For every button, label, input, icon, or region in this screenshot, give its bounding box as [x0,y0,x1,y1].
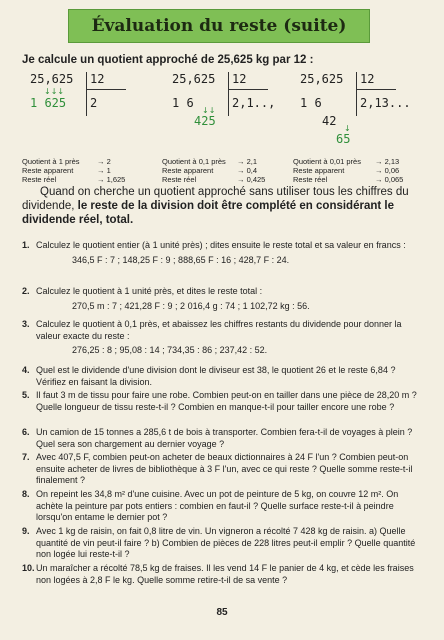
partial-remainder: 1 6 [172,96,194,110]
row-label: Reste apparent [162,166,214,175]
row-label: Reste réel [293,175,328,184]
exercise-data: 346,5 F : 7 ; 148,25 F : 9 ; 888,65 F : 16 ; 428,7 F : 24. [72,254,290,265]
exercise-number: 6. [22,427,30,437]
row-value: → 0,425 [237,175,266,184]
table-row [22,157,125,166]
exercise-text: Avec 407,5 F, combien peut-on acheter de beaux dictionnaires à 24 F l'un ? Combien peut-on ensuite acheter de livres de bibliothèque à 3 F l'un, avec ce qui reste ? Quelle somme reste-t-il finalement ? [36,452,413,485]
table-row [162,166,265,175]
partial-row-3 [336,132,430,150]
row-label: Reste apparent [293,166,345,175]
row-label: Quotient à 0,1 près [162,157,226,166]
quotient: 2 [90,96,98,110]
table-row [162,175,265,184]
exercise-number: 10. [22,563,35,573]
dividend: 25,625 [30,72,74,86]
exercise-5 [22,390,422,413]
down-arrows-icon: ↓↓↓ [44,87,65,96]
exercise-number: 7. [22,452,30,462]
exercise-4 [22,365,422,388]
division-2 [172,72,302,132]
partial-remainder: 1 625 [30,96,67,110]
page-number: 85 [216,607,228,618]
row-value: → 0,4 [237,166,258,175]
row-label: Quotient à 1 près [22,157,80,166]
exercise-data: 276,25 : 8 ; 95,08 : 14 ; 734,35 : 86 ; 237,42 : 52. [72,345,268,355]
table-row [162,157,265,166]
row-value: → 0,06 [375,166,400,175]
exercise-number: 2. [22,286,30,296]
down-arrow-icon: ↓ [344,124,351,133]
table-row [22,166,125,175]
exercise-number: 1. [22,240,30,250]
row-value: → 2,13 [375,157,400,166]
exercise-text: Il faut 3 m de tissu pour faire une robe. Combien peut-on en tailler dans une pièce de 28,20 m ? Quelle longueur de tissu reste-t-il ? Combien en manque-t-il pour tailler encore une robe ? [36,390,417,412]
rule-paragraph [22,185,422,227]
row-label: Reste réel [22,175,57,184]
table-row [293,157,403,166]
row-value: → 1,625 [97,175,126,184]
row-value: → 1 [97,166,111,175]
exercise-2 [22,286,422,312]
exercise-text: On repeint les 34,8 m² d'une cuisine. Avec un pot de peinture de 5 kg, on couvre 12 m². On achète la peinture par pots entiers : combien en faut-il ? Quelle surface reste-t-il à peindre lorsqu'on entame le dernier pot ? [36,489,399,522]
table-row [293,175,403,184]
row-label: Reste réel [162,175,197,184]
division-vertical-line [356,72,357,116]
exercise-9 [22,526,422,561]
partial-row-2 [194,114,302,132]
exercise-text: Avec 1 kg de raisin, on fait 0,8 litre de vin. Un vigneron a récolté 7 428 kg de raisin. a) Quelle quantité de vin peut-il faire ? b) Combien de pièces de 228 litres peut-il emplir ? Quelle quantité non logée lui reste-t-il ? [36,526,416,559]
rule-emphasis: le reste de la division doit être complété en considérant le dividende réel, total. [22,200,394,226]
intro-text: Je calcule un quotient approché de 25,625 kg par 12 : [22,54,314,66]
exercise-number: 8. [22,489,30,499]
exercise-number: 5. [22,390,30,400]
partial-remainder-3: 65 [336,132,351,146]
division-vertical-line [228,72,229,116]
divisor: 12 [232,72,247,86]
row-value: → 2 [97,157,111,166]
rule-text: Quand on cherche un quotient approché sans utiliser tous les chiffres du dividende, [22,186,409,212]
divisor: 12 [360,72,375,86]
exercise-6 [22,427,422,450]
exercise-8 [22,489,422,524]
exercise-text: Calculez le quotient à 1 unité près, et dites le reste total : [36,286,263,296]
row-label: Reste apparent [22,166,74,175]
exercise-text: Un camion de 15 tonnes a 285,6 t de bois à transporter. Combien fera-t-il de voyages à plein ? Quel sera son chargement au dernier voyage ? [36,427,413,449]
quotient-table-3 [293,157,403,184]
exercise-7 [22,452,422,487]
exercise-text: Calculez le quotient entier (à 1 unité près) ; dites ensuite le reste total et sa valeur en francs : [36,240,406,250]
table-row [293,166,403,175]
exercise-text: Quel est le dividende d'une division dont le diviseur est 38, le quotient 26 et le reste 6,84 ? Vérifiez en faisant la division. [36,365,396,387]
divisor: 12 [90,72,105,86]
partial-remainder-2: 42 [322,114,337,128]
row-value: → 0,065 [375,175,404,184]
partial-remainder: 1 6 [300,96,322,110]
exercise-text: Calculez le quotient à 0,1 près, et abaissez les chiffres restants du dividende pour donner la valeur exacte du reste : [36,319,402,341]
exercise-10 [22,563,422,586]
exercise-data: 270,5 m : 7 ; 421,28 F : 9 ; 2 016,4 g : 74 ; 1 102,72 kg : 56. [72,300,310,311]
exercise-number: 4. [22,365,30,375]
quotient-table-1 [22,157,125,184]
division-3 [300,72,430,150]
quotient: 2,13... [360,96,411,110]
quotient-table-2 [162,157,265,184]
title-banner [68,9,370,43]
dividend: 25,625 [172,72,216,86]
division-horizontal-line [86,89,126,90]
quotient: 2,1.., [232,96,276,110]
partial-row-2 [322,114,430,132]
down-arrows-icon: ↓↓ [202,106,216,115]
division-vertical-line [86,72,87,116]
exercise-number: 9. [22,526,30,536]
exercise-number: 3. [22,319,30,329]
exercise-text: Un maraîcher a récolté 78,5 kg de fraises. Il les vend 14 F le panier de 4 kg, et cède les fraises non logées à 2,8 F le kg. Quelle somme retire-t-il de sa vente ? [36,563,414,585]
row-value: → 2,1 [237,157,258,166]
page-title: Évaluation du reste (suite) [91,16,347,36]
partial-remainder-2: 425 [194,114,216,128]
exercise-1 [22,240,422,266]
division-1 [30,72,160,114]
exercise-3 [22,319,422,357]
table-row [22,175,125,184]
row-label: Quotient à 0,01 près [293,157,361,166]
division-horizontal-line [356,89,396,90]
dividend: 25,625 [300,72,344,86]
division-horizontal-line [228,89,268,90]
